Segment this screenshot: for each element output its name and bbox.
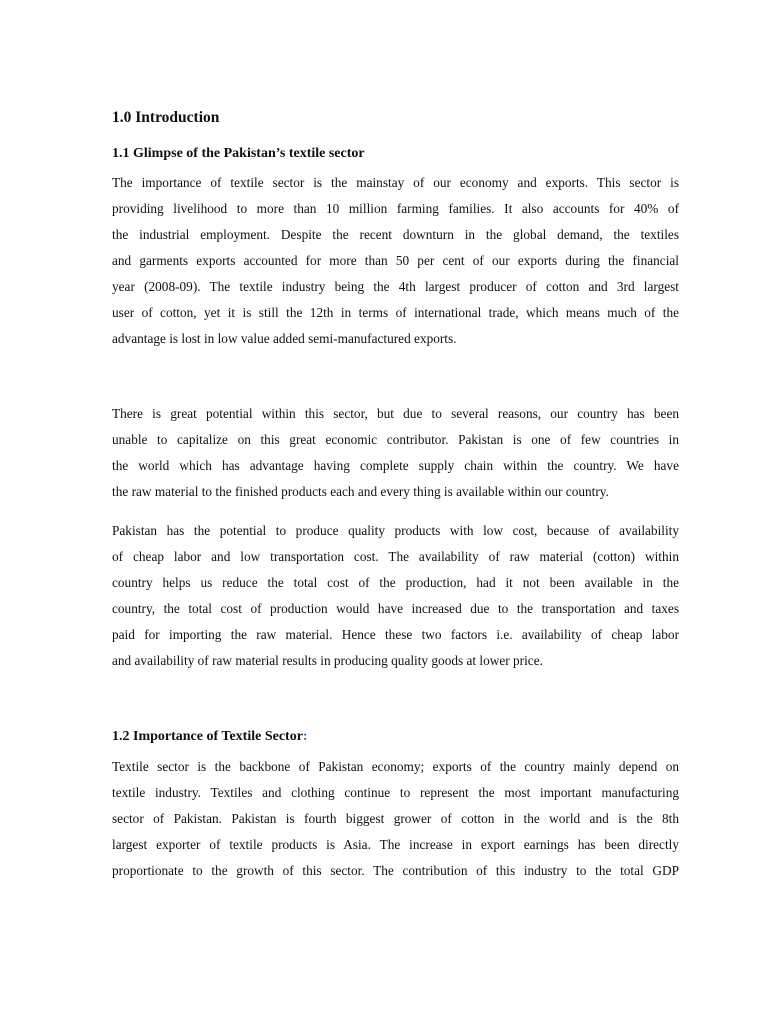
text-line: year (2008-09). The textile industry being the 4th largest producer of cotton and 3rd largest — [112, 279, 679, 294]
text-line: largest exporter of textile products is Asia. The increase in export earnings has been directly — [112, 837, 679, 852]
text-line: of cheap labor and low transportation cost. The availability of raw material (cotton) within — [112, 549, 679, 564]
heading-glimpse-textile-sector: 1.1 Glimpse of the Pakistan’s textile sector — [112, 146, 365, 161]
paragraph-low-cost-production — [112, 518, 679, 674]
text-line: textile industry. Textiles and clothing continue to represent the most important manufacturing — [112, 785, 679, 800]
paragraph-importance-of-textile — [112, 170, 679, 352]
heading-importance-textile-sector — [112, 729, 308, 745]
heading-text: 1.2 Importance of Textile Sector — [112, 729, 303, 744]
heading-colon: : — [302, 729, 308, 744]
text-line: proportionate to the growth of this sector. The contribution of this industry to the total GDP — [112, 863, 679, 878]
text-line: the world which has advantage having complete supply chain within the country. We have — [112, 458, 679, 473]
text-line: country, the total cost of production would have increased due to the transportation and taxes — [112, 601, 679, 616]
text-line: Textile sector is the backbone of Pakistan economy; exports of the country mainly depend on — [112, 759, 679, 774]
text-line: Pakistan has the potential to produce quality products with low cost, because of availability — [112, 523, 679, 538]
text-line: and availability of raw material results in producing quality goods at lower price. — [112, 653, 543, 668]
text-line: There is great potential within this sector, but due to several reasons, our country has been — [112, 406, 679, 421]
text-line: The importance of textile sector is the mainstay of our economy and exports. This sector is — [112, 175, 679, 190]
text-line: sector of Pakistan. Pakistan is fourth biggest grower of cotton in the world and is the 8th — [112, 811, 679, 826]
text-line: advantage is lost in low value added semi-manufactured exports. — [112, 331, 457, 346]
text-line: providing livelihood to more than 10 million farming families. It also accounts for 40% of — [112, 201, 679, 216]
text-line: and garments exports accounted for more than 50 per cent of our exports during the financial — [112, 253, 679, 268]
heading-introduction: 1.0 Introduction — [112, 109, 220, 126]
paragraph-great-potential — [112, 401, 679, 505]
text-line: user of cotton, yet it is still the 12th in terms of international trade, which means much of the — [112, 305, 679, 320]
text-line: the industrial employment. Despite the recent downturn in the global demand, the textiles — [112, 227, 679, 242]
text-line: paid for importing the raw material. Hence these two factors i.e. availability of cheap labor — [112, 627, 679, 642]
text-line: the raw material to the finished products each and every thing is available within our country. — [112, 484, 609, 499]
text-line: unable to capitalize on this great economic contributor. Pakistan is one of few countries in — [112, 432, 679, 447]
text-line: country helps us reduce the total cost of the production, had it not been available in the — [112, 575, 679, 590]
paragraph-backbone-of-economy — [112, 754, 679, 884]
